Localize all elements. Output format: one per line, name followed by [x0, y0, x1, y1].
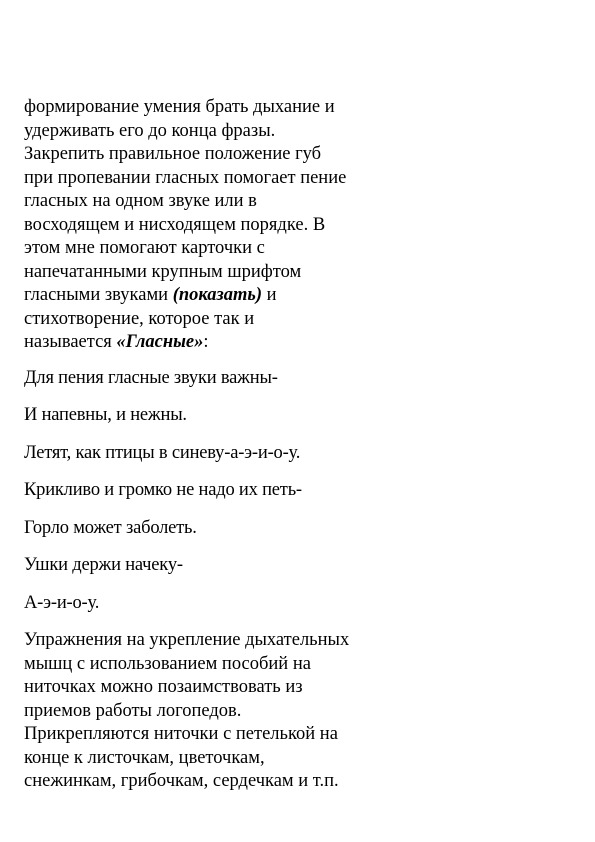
- poem-line: Горло может заболеть.: [24, 517, 197, 538]
- text-fragment: гласными звуками: [24, 285, 173, 305]
- text-fragment: называется: [24, 332, 117, 352]
- text-line: восходящем и нисходящем порядке. В: [24, 214, 326, 235]
- poem-line: Летят, как птицы в синеву-а-э-и-о-у.: [24, 442, 301, 463]
- emphasis-show: (показать): [172, 285, 263, 305]
- intro-paragraph: [24, 96, 384, 355]
- text-line: Упражнения на укрепление дыхательных: [24, 630, 350, 650]
- text-line: стихотворение, которое так и: [24, 308, 255, 329]
- text-line: формирование умения брать дыхание и: [24, 97, 335, 117]
- text-line: этом мне помогают карточки с: [24, 238, 265, 258]
- text-fragment: и: [262, 285, 277, 305]
- text-line: [24, 284, 384, 308]
- text-line: напечатанными крупным шрифтом: [24, 261, 302, 282]
- poem-line: А-э-и-о-у.: [24, 592, 100, 613]
- text-line: удерживать его до конца фразы.: [24, 120, 276, 141]
- poem-line: И напевны, и нежны.: [24, 405, 187, 425]
- exercises-paragraph: [24, 629, 384, 794]
- text-line: снежинкам, грибочкам, сердечкам и т.п.: [24, 771, 339, 791]
- text-line: [24, 331, 384, 355]
- text-line: Прикрепляются ниточки с петелькой на: [24, 724, 338, 744]
- text-line: при пропевании гласных помогает пение: [24, 167, 347, 188]
- poem-line: Крикливо и громко не надо их петь-: [24, 480, 302, 500]
- text-line: приемов работы логопедов.: [24, 700, 242, 721]
- poem-line: Для пения гласные звуки важны-: [24, 367, 278, 388]
- document-page: [24, 96, 384, 794]
- text-line: гласных на одном звуке или в: [24, 191, 257, 211]
- poem-title: «Гласные»: [116, 332, 204, 352]
- text-line: ниточках можно позаимствовать из: [24, 677, 303, 697]
- text-fragment: :: [203, 332, 209, 352]
- text-line: конце к листочкам, цветочкам,: [24, 747, 265, 768]
- poem-line: Ушки держи начеку-: [24, 555, 183, 575]
- text-line: Закрепить правильное положение губ: [24, 144, 322, 164]
- text-line: мышц с использованием пособий на: [24, 653, 311, 674]
- poem: [24, 367, 384, 616]
